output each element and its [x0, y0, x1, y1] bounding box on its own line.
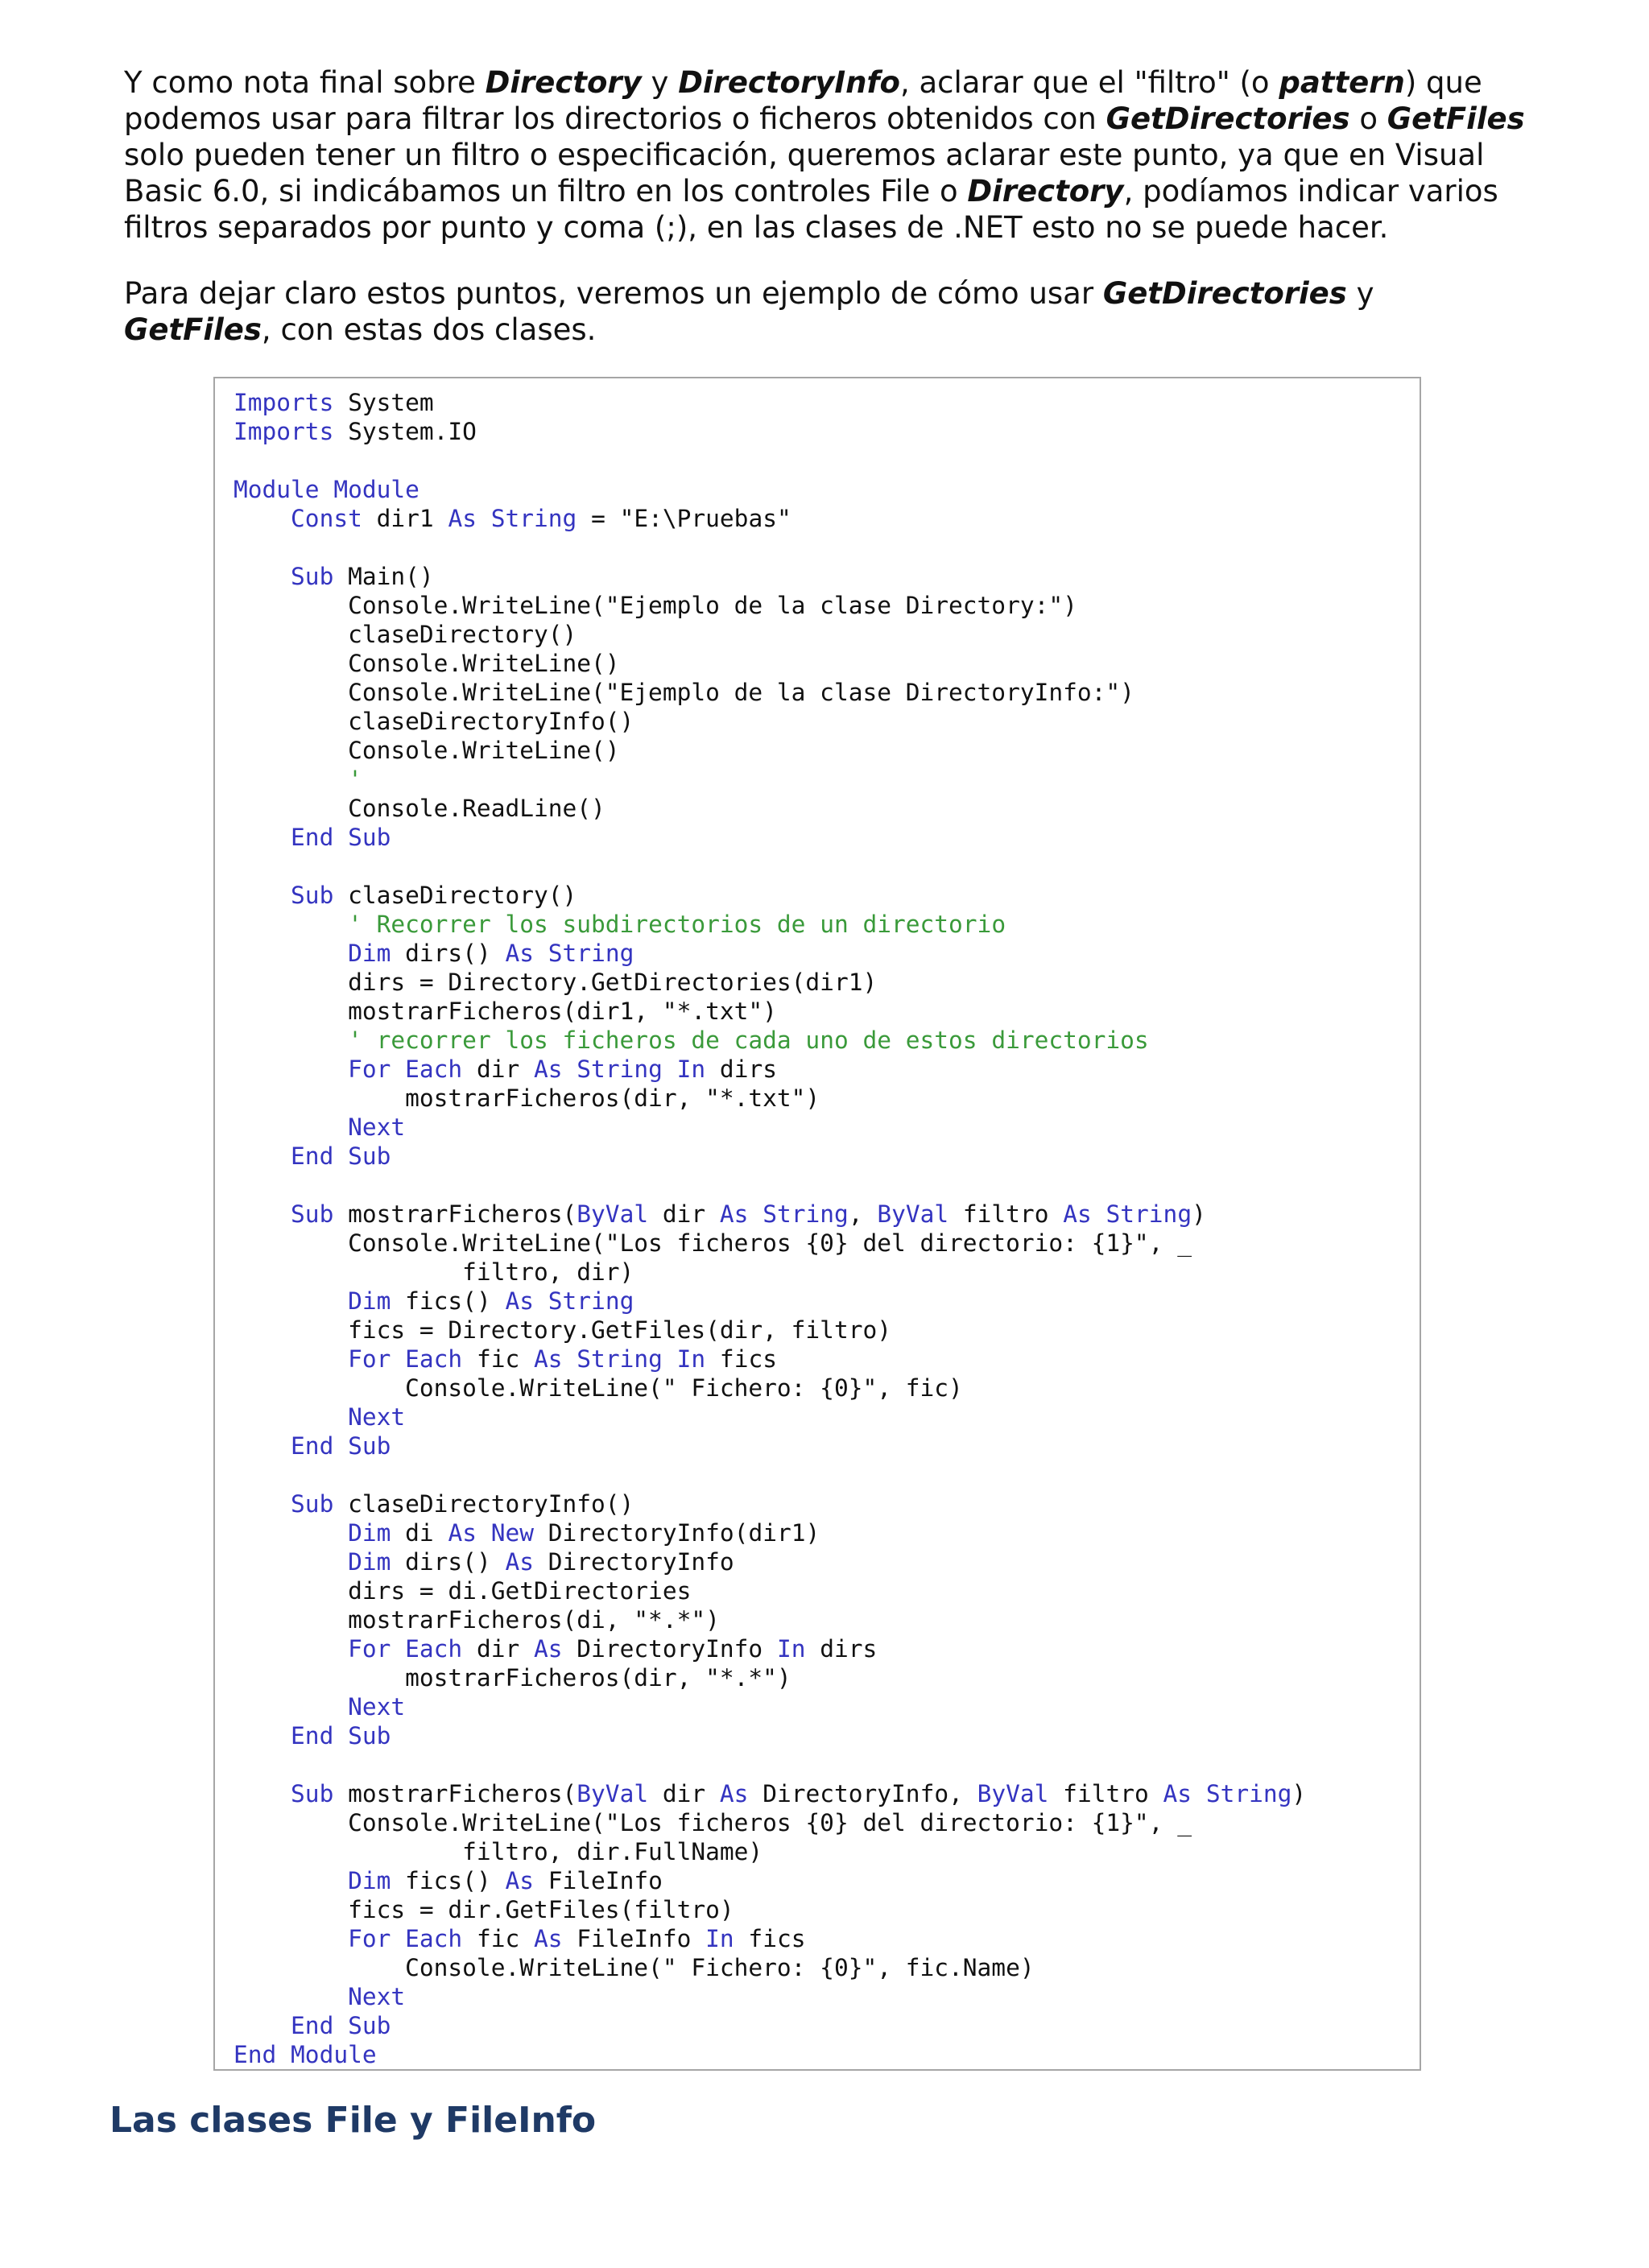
code-text [1092, 1200, 1106, 1228]
code-text: DirectoryInfo(dir1) [534, 1519, 820, 1547]
code-text: ) [1292, 1780, 1307, 1807]
code-keyword: Dim [348, 1287, 391, 1315]
code-text [234, 1403, 348, 1431]
code-keyword: ByVal [577, 1780, 649, 1807]
code-line [234, 1490, 634, 1518]
emphasis-term: GetDirectories [1102, 276, 1347, 311]
code-line [234, 1838, 763, 1865]
code-keyword: As [534, 1635, 563, 1663]
code-text: filtro, dir.FullName) [234, 1838, 763, 1865]
code-line [234, 650, 620, 677]
code-line [234, 969, 877, 996]
paragraph-text: Para dejar claro estos puntos, veremos un ejemplo de cómo usar [124, 276, 1103, 311]
code-line [234, 1403, 405, 1431]
code-keyword: In [776, 1635, 806, 1663]
code-keyword: End Sub [291, 824, 391, 851]
code-text: dir [648, 1780, 720, 1807]
code-line [234, 1867, 663, 1894]
code-text [234, 563, 291, 590]
code-line [234, 1200, 1206, 1228]
code-text [234, 1983, 348, 2010]
code-line [234, 911, 1006, 938]
code-keyword: For Each [348, 1635, 463, 1663]
code-line [234, 1345, 777, 1373]
emphasis-term: pattern [1279, 65, 1405, 100]
code-text: fic [462, 1345, 534, 1373]
emphasis-term: DirectoryInfo [678, 65, 900, 100]
code-text: ) [1192, 1200, 1206, 1228]
code-text: , [848, 1200, 878, 1228]
code-keyword: ByVal [577, 1200, 649, 1228]
code-keyword: String [577, 1345, 663, 1373]
code-line [234, 1896, 734, 1923]
code-line [234, 1229, 1192, 1257]
code-keyword: String [577, 1056, 663, 1083]
code-keyword: As [1163, 1780, 1192, 1807]
code-keyword: For Each [348, 1925, 463, 1952]
code-text: dir1 [362, 505, 448, 532]
code-keyword: As [448, 1519, 477, 1547]
code-text: filtro, dir) [234, 1258, 634, 1286]
code-text: dirs = di.GetDirectories [234, 1577, 692, 1605]
code-keyword: In [676, 1345, 706, 1373]
code-comment: ' recorrer los ficheros de cada uno de estos directorios [348, 1027, 1149, 1054]
code-text [663, 1056, 677, 1083]
code-line [234, 766, 362, 793]
code-text: dirs [805, 1635, 878, 1663]
code-line [234, 1432, 391, 1460]
code-line [234, 1577, 691, 1605]
code-text [234, 1722, 291, 1750]
code-line [234, 1027, 1149, 1054]
code-line [234, 679, 1134, 706]
code-text: Console.WriteLine("Los ficheros {0} del directorio: {1}", _ [234, 1809, 1192, 1836]
emphasis-term: Directory [967, 174, 1124, 209]
code-text [563, 1345, 577, 1373]
code-keyword: Dim [348, 1519, 391, 1547]
code-keyword: In [705, 1925, 734, 1952]
code-text: Console.ReadLine() [234, 795, 605, 822]
code-line [234, 621, 577, 648]
code-line [234, 476, 419, 503]
code-line [234, 1722, 391, 1750]
code-keyword: For Each [348, 1345, 463, 1373]
code-text: mostrarFicheros(dir1, "*.txt") [234, 998, 777, 1025]
code-keyword: Module [333, 476, 419, 503]
code-text [1192, 1780, 1206, 1807]
emphasis-term: Directory [485, 65, 642, 100]
code-line [234, 418, 477, 445]
code-text: mostrarFicheros( [333, 1780, 577, 1807]
code-line [234, 1519, 820, 1547]
code-text: dir [648, 1200, 720, 1228]
code-text: dirs() [391, 940, 506, 967]
code-text: dirs [705, 1056, 777, 1083]
code-text: FileInfo [562, 1925, 706, 1952]
code-text [748, 1200, 763, 1228]
paragraph-text: y [641, 65, 679, 100]
code-text: = "E:\Pruebas" [577, 505, 791, 532]
code-keyword: Imports [234, 418, 334, 445]
code-text: Console.WriteLine() [234, 650, 620, 677]
code-text [234, 1867, 348, 1894]
code-text [234, 1635, 348, 1663]
code-text [234, 882, 291, 909]
code-keyword: Imports [234, 389, 334, 416]
paragraph-text: o [1349, 101, 1387, 136]
code-text: claseDirectoryInfo() [234, 708, 634, 735]
code-keyword: Sub [291, 1200, 334, 1228]
code-keyword: As [505, 1287, 535, 1315]
code-keyword: New [490, 1519, 535, 1547]
code-keyword: Dim [348, 1867, 391, 1894]
code-text: fics [734, 1925, 806, 1952]
code-line [234, 1954, 1035, 1981]
code-keyword: Sub [291, 1490, 334, 1518]
code-text: fics() [391, 1867, 506, 1894]
code-line [234, 1258, 634, 1286]
code-text: mostrarFicheros(dir, "*.*") [234, 1664, 791, 1692]
intro-paragraph [124, 64, 1530, 246]
code-keyword: End Sub [291, 1722, 391, 1750]
code-text: Console.WriteLine("Ejemplo de la clase DirectoryInfo:") [234, 679, 1134, 706]
code-line [234, 1780, 1306, 1807]
code-line [234, 1983, 405, 2010]
code-keyword: As [1063, 1200, 1092, 1228]
paragraph-text: y [1346, 276, 1374, 311]
code-keyword: ByVal [877, 1200, 949, 1228]
code-keyword: As [719, 1780, 749, 1807]
code-keyword: As [534, 1056, 563, 1083]
code-keyword: As [534, 1925, 563, 1952]
code-listing-box [213, 377, 1421, 2071]
code-text: Console.WriteLine("Los ficheros {0} del directorio: {1}", _ [234, 1229, 1192, 1257]
code-keyword: Dim [348, 1548, 391, 1576]
code-keyword: String [1205, 1780, 1292, 1807]
code-keyword: As [505, 940, 535, 967]
code-text: mostrarFicheros(dir, "*.txt") [234, 1084, 820, 1112]
code-keyword: In [676, 1056, 706, 1083]
code-line [234, 1113, 405, 1141]
code-text: System.IO [333, 418, 477, 445]
code-text: fics = Directory.GetFiles(dir, filtro) [234, 1316, 891, 1344]
code-line [234, 1548, 734, 1576]
code-line [234, 998, 777, 1025]
code-keyword: Sub [291, 1780, 334, 1807]
code-text [234, 1693, 348, 1721]
code-text: dirs() [391, 1548, 506, 1576]
code-comment: ' [348, 766, 362, 793]
code-keyword: Next [348, 1693, 406, 1721]
code-text [234, 1780, 291, 1807]
code-text: claseDirectoryInfo() [333, 1490, 634, 1518]
code-text: fics() [391, 1287, 506, 1315]
code-text: Console.WriteLine("Ejemplo de la clase Directory:") [234, 592, 1077, 619]
code-text [234, 940, 348, 967]
paragraph-text: solo pueden tener un filtro o especificación, queremos aclarar este punto, ya que en Visual Basic 6.0, si indicábamos un filtro en los controles File o [124, 138, 1485, 209]
code-keyword: Const [291, 505, 362, 532]
code-line [234, 1664, 791, 1692]
code-text: DirectoryInfo, [748, 1780, 977, 1807]
code-line [234, 1142, 391, 1170]
code-keyword: Next [348, 1113, 406, 1141]
code-keyword: String [1106, 1200, 1192, 1228]
code-text: FileInfo [534, 1867, 663, 1894]
code-text [234, 766, 348, 793]
code-text [534, 940, 548, 967]
code-text [234, 1287, 348, 1315]
code-text [234, 1548, 348, 1576]
code-text [234, 505, 291, 532]
code-keyword: String [548, 940, 634, 967]
code-text: fics = dir.GetFiles(filtro) [234, 1896, 734, 1923]
code-text [234, 911, 348, 938]
code-text: mostrarFicheros(di, "*.*") [234, 1606, 720, 1634]
code-keyword: End Sub [291, 2012, 391, 2039]
code-keyword: As [448, 505, 477, 532]
code-text [234, 1925, 348, 1952]
code-keyword: String [490, 505, 577, 532]
code-line [234, 2041, 377, 2068]
code-text: claseDirectory() [333, 882, 577, 909]
code-line [234, 1925, 805, 1952]
code-keyword: As [505, 1867, 535, 1894]
code-line [234, 1693, 405, 1721]
code-text: filtro [1048, 1780, 1163, 1807]
code-text: filtro [948, 1200, 1064, 1228]
code-text [477, 505, 491, 532]
code-text [234, 2012, 291, 2039]
code-text [234, 1519, 348, 1547]
code-text: dir [462, 1056, 534, 1083]
code-keyword: ByVal [977, 1780, 1049, 1807]
code-line [234, 708, 634, 735]
code-text: Console.WriteLine(" Fichero: {0}", fic.Name) [234, 1954, 1035, 1981]
code-line [234, 1374, 963, 1402]
code-text: dirs = Directory.GetDirectories(dir1) [234, 969, 878, 996]
code-text: Console.WriteLine() [234, 737, 620, 764]
code-keyword: As [719, 1200, 749, 1228]
paragraph-text: , con estas dos clases. [261, 312, 597, 347]
code-text [234, 1142, 291, 1170]
code-text [320, 476, 334, 503]
code-text: DirectoryInfo [534, 1548, 734, 1576]
code-text: Console.WriteLine(" Fichero: {0}", fic) [234, 1374, 963, 1402]
code-listing [234, 388, 1306, 2069]
code-keyword: End Sub [291, 1432, 391, 1460]
paragraph-text: , aclarar que el "filtro" (o [899, 65, 1279, 100]
paragraph-text: ) que podemos usar para filtrar los directorios o ficheros obtenidos con [124, 65, 1482, 136]
code-keyword: Sub [291, 882, 334, 909]
code-line [234, 940, 634, 967]
code-keyword: String [548, 1287, 634, 1315]
code-line [234, 737, 620, 764]
code-keyword: Next [348, 1983, 406, 2010]
example-intro-paragraph [124, 275, 1530, 348]
code-text: fic [462, 1925, 534, 1952]
code-keyword: For Each [348, 1056, 463, 1083]
code-text: claseDirectory() [234, 621, 577, 648]
code-line [234, 824, 391, 851]
code-text [234, 824, 291, 851]
code-line [234, 2012, 391, 2039]
code-line [234, 1809, 1192, 1836]
code-keyword: Next [348, 1403, 406, 1431]
code-keyword: Sub [291, 563, 334, 590]
code-keyword: As [534, 1345, 563, 1373]
code-text [234, 1113, 348, 1141]
code-text [234, 1200, 291, 1228]
emphasis-term: GetFiles [1387, 101, 1525, 136]
code-line [234, 1084, 820, 1112]
code-keyword: End Module [234, 2041, 377, 2068]
code-keyword: As [505, 1548, 535, 1576]
code-text [234, 1056, 348, 1083]
emphasis-term: GetFiles [124, 312, 262, 347]
code-text: Main() [333, 563, 434, 590]
code-line [234, 505, 791, 532]
code-line [234, 389, 434, 416]
code-line [234, 592, 1077, 619]
code-text: fics [705, 1345, 777, 1373]
code-keyword: Dim [348, 940, 391, 967]
code-comment: ' Recorrer los subdirectorios de un directorio [348, 911, 1006, 938]
code-text [234, 1490, 291, 1518]
code-line [234, 1056, 777, 1083]
code-line [234, 795, 605, 822]
code-text [563, 1056, 577, 1083]
emphasis-term: GetDirectories [1106, 101, 1350, 136]
code-keyword: End Sub [291, 1142, 391, 1170]
code-text: di [391, 1519, 448, 1547]
paragraph-text: , podíamos indicar varios filtros separados por punto y coma (;), en las clases de .NET esto no se puede hacer. [124, 174, 1498, 245]
code-line [234, 1635, 877, 1663]
code-keyword: String [763, 1200, 849, 1228]
code-text [234, 1345, 348, 1373]
code-line [234, 882, 577, 909]
code-text: System [333, 389, 434, 416]
code-text [663, 1345, 677, 1373]
code-text [534, 1287, 548, 1315]
code-text [477, 1519, 491, 1547]
code-text [234, 1432, 291, 1460]
code-line [234, 1606, 720, 1634]
code-text [234, 1027, 348, 1054]
section-heading: Las clases File y FileInfo [110, 2100, 597, 2141]
code-text: mostrarFicheros( [333, 1200, 577, 1228]
code-line [234, 1287, 634, 1315]
paragraph-text: Y como nota final sobre [124, 65, 486, 100]
code-keyword: Module [234, 476, 320, 503]
code-line [234, 1316, 891, 1344]
code-line [234, 563, 434, 590]
code-text: DirectoryInfo [562, 1635, 777, 1663]
code-text: dir [462, 1635, 534, 1663]
